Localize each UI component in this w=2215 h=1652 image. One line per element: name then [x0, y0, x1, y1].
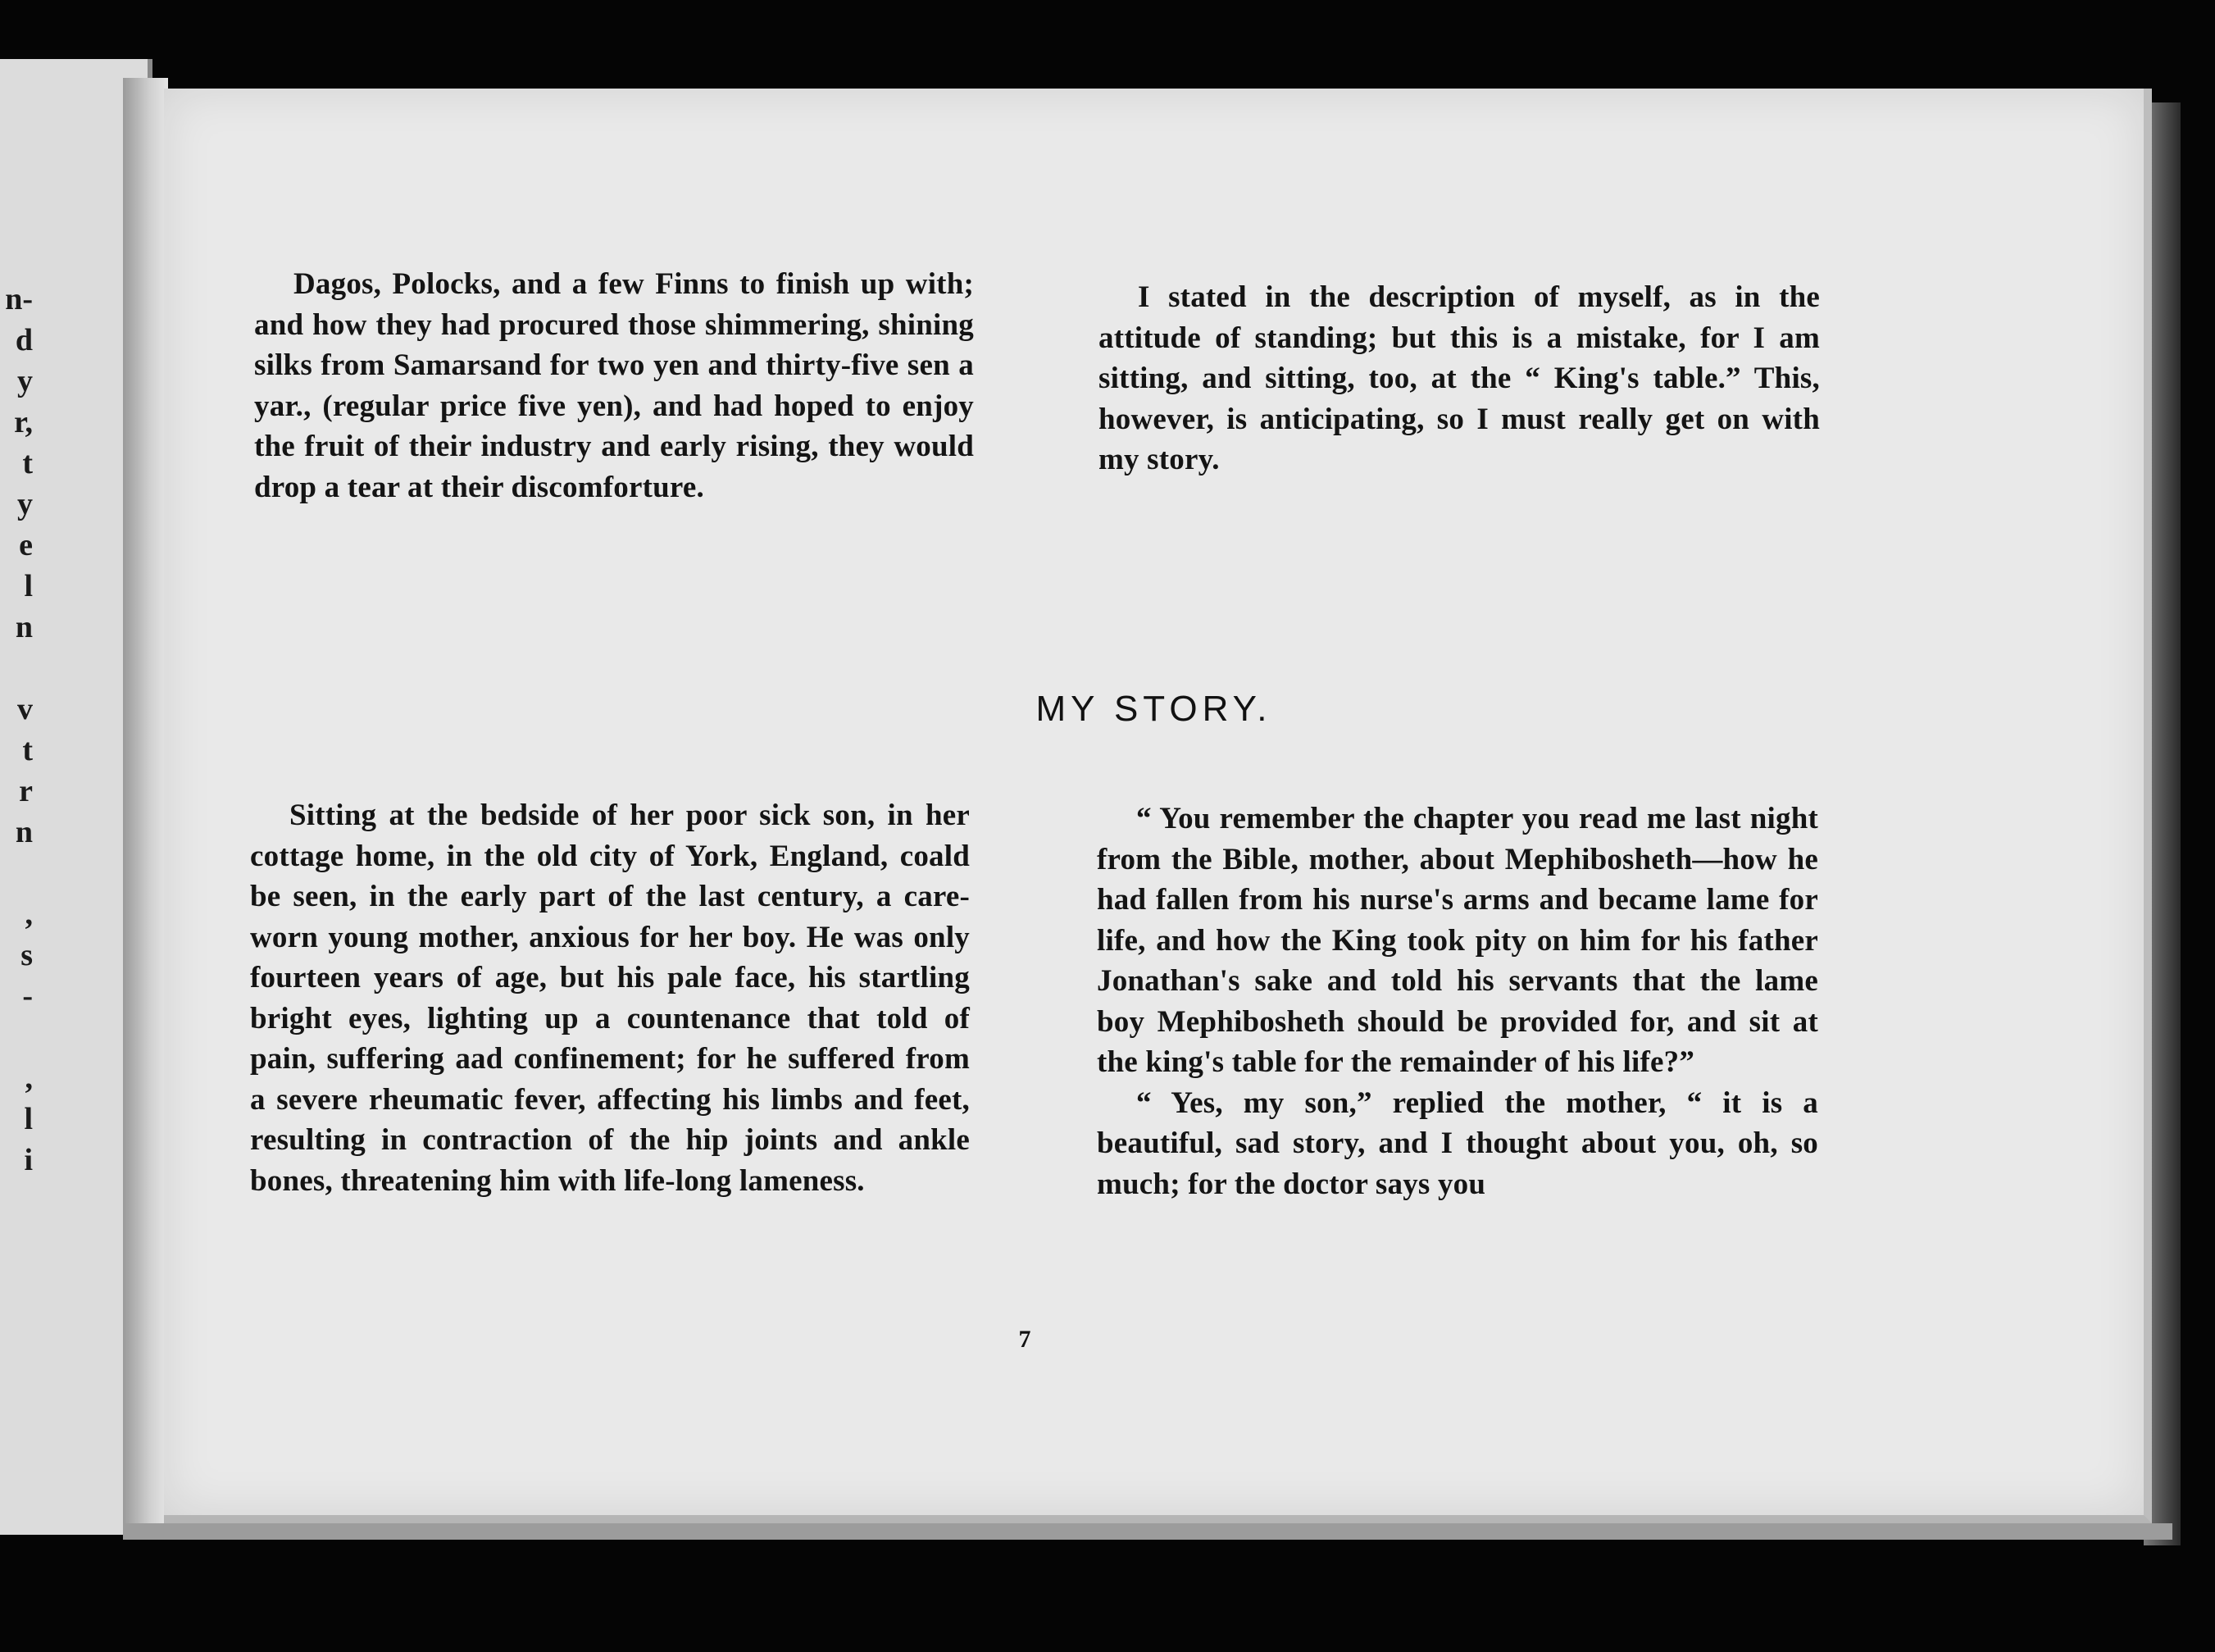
left-page-fragment: v: [17, 692, 33, 726]
paragraph: “ Yes, my son,” replied the mother, “ it is a beautiful, sad story, and I thought about you, oh, so much; for the doctor says you: [1097, 1085, 1818, 1201]
bottom-left-column: [250, 795, 970, 1201]
left-page-fragment: [0, 1017, 33, 1058]
paragraph: “ You remember the chapter you read me last night from the Bible, mother, about Mephibosheth—how he had fallen from his nurse's arms and became lame for life, and how the King took pity on him for his father Jonathan's sake and told his servants that the lame boy Mephibosheth should be provided for, and sit at the king's table for the remainder of his life?”: [1097, 802, 1818, 1079]
left-page-text-fragments: [0, 279, 33, 1181]
left-page-fragment: y: [17, 364, 33, 398]
left-page-fragment: l: [24, 569, 33, 603]
bottom-right-column: [1097, 799, 1818, 1204]
left-page-fragment: n-: [5, 282, 33, 316]
left-page-fragment: e: [19, 528, 33, 562]
left-page-fragment: t: [22, 446, 33, 480]
page-number: 7: [1018, 1326, 1031, 1353]
left-page-fragment: l: [24, 1102, 33, 1136]
top-left-column: [254, 264, 974, 507]
left-page-fragment: ,: [25, 1061, 33, 1095]
page-bottom-edge: [123, 1523, 2172, 1540]
left-page-fragment: n: [15, 610, 33, 644]
left-page-fragment: n: [15, 815, 33, 849]
left-page-fragment: [0, 648, 33, 689]
left-page-fragment: r: [19, 774, 33, 808]
left-page-fragment: -: [22, 979, 33, 1013]
left-page-fragment: s: [20, 938, 33, 972]
left-page-fragment: ,: [25, 897, 33, 931]
book-spine-shadow: [123, 78, 168, 1529]
left-page-fragment: d: [15, 323, 33, 357]
left-page-fragment: i: [24, 1143, 33, 1177]
paragraph: Dagos, Polocks, and a few Finns to finish up with; and how they had procured those shimmering, shining silks from Samarsand for two yen and thirty-five sen a yar., (regular price five yen), and had hoped to enjoy the fruit of their industry and early rising, they would drop a tear at their discomforture.: [254, 267, 974, 504]
paragraph: I stated in the description of myself, as in the attitude of standing; but this is a mistake, for I am sitting, and sitting, too, at the “ King's table.” This, however, is anticipating, so I must really get on with my story.: [1098, 280, 1820, 476]
paragraph: Sitting at the bedside of her poor sick son, in her cottage home, in the old city of York, England, coald be seen, in the early part of the last century, a care-worn young mother, anxious for her boy. He was only fourteen years of age, but his pale face, his startling bright eyes, lighting up a countenance that told of pain, suffering aad confinement; for he suffered from a severe rheumatic fever, affecting his limbs and feet, resulting in contraction of the hip joints and ankle bones, threatening him with life-long lameness.: [250, 799, 970, 1198]
left-page-fragment: t: [22, 733, 33, 767]
left-page-fragment: r,: [14, 405, 33, 439]
section-heading: MY STORY.: [1035, 689, 1272, 729]
left-page-fragment: [0, 853, 33, 894]
top-right-column: [1098, 277, 1820, 480]
left-page-fragment: y: [17, 487, 33, 521]
